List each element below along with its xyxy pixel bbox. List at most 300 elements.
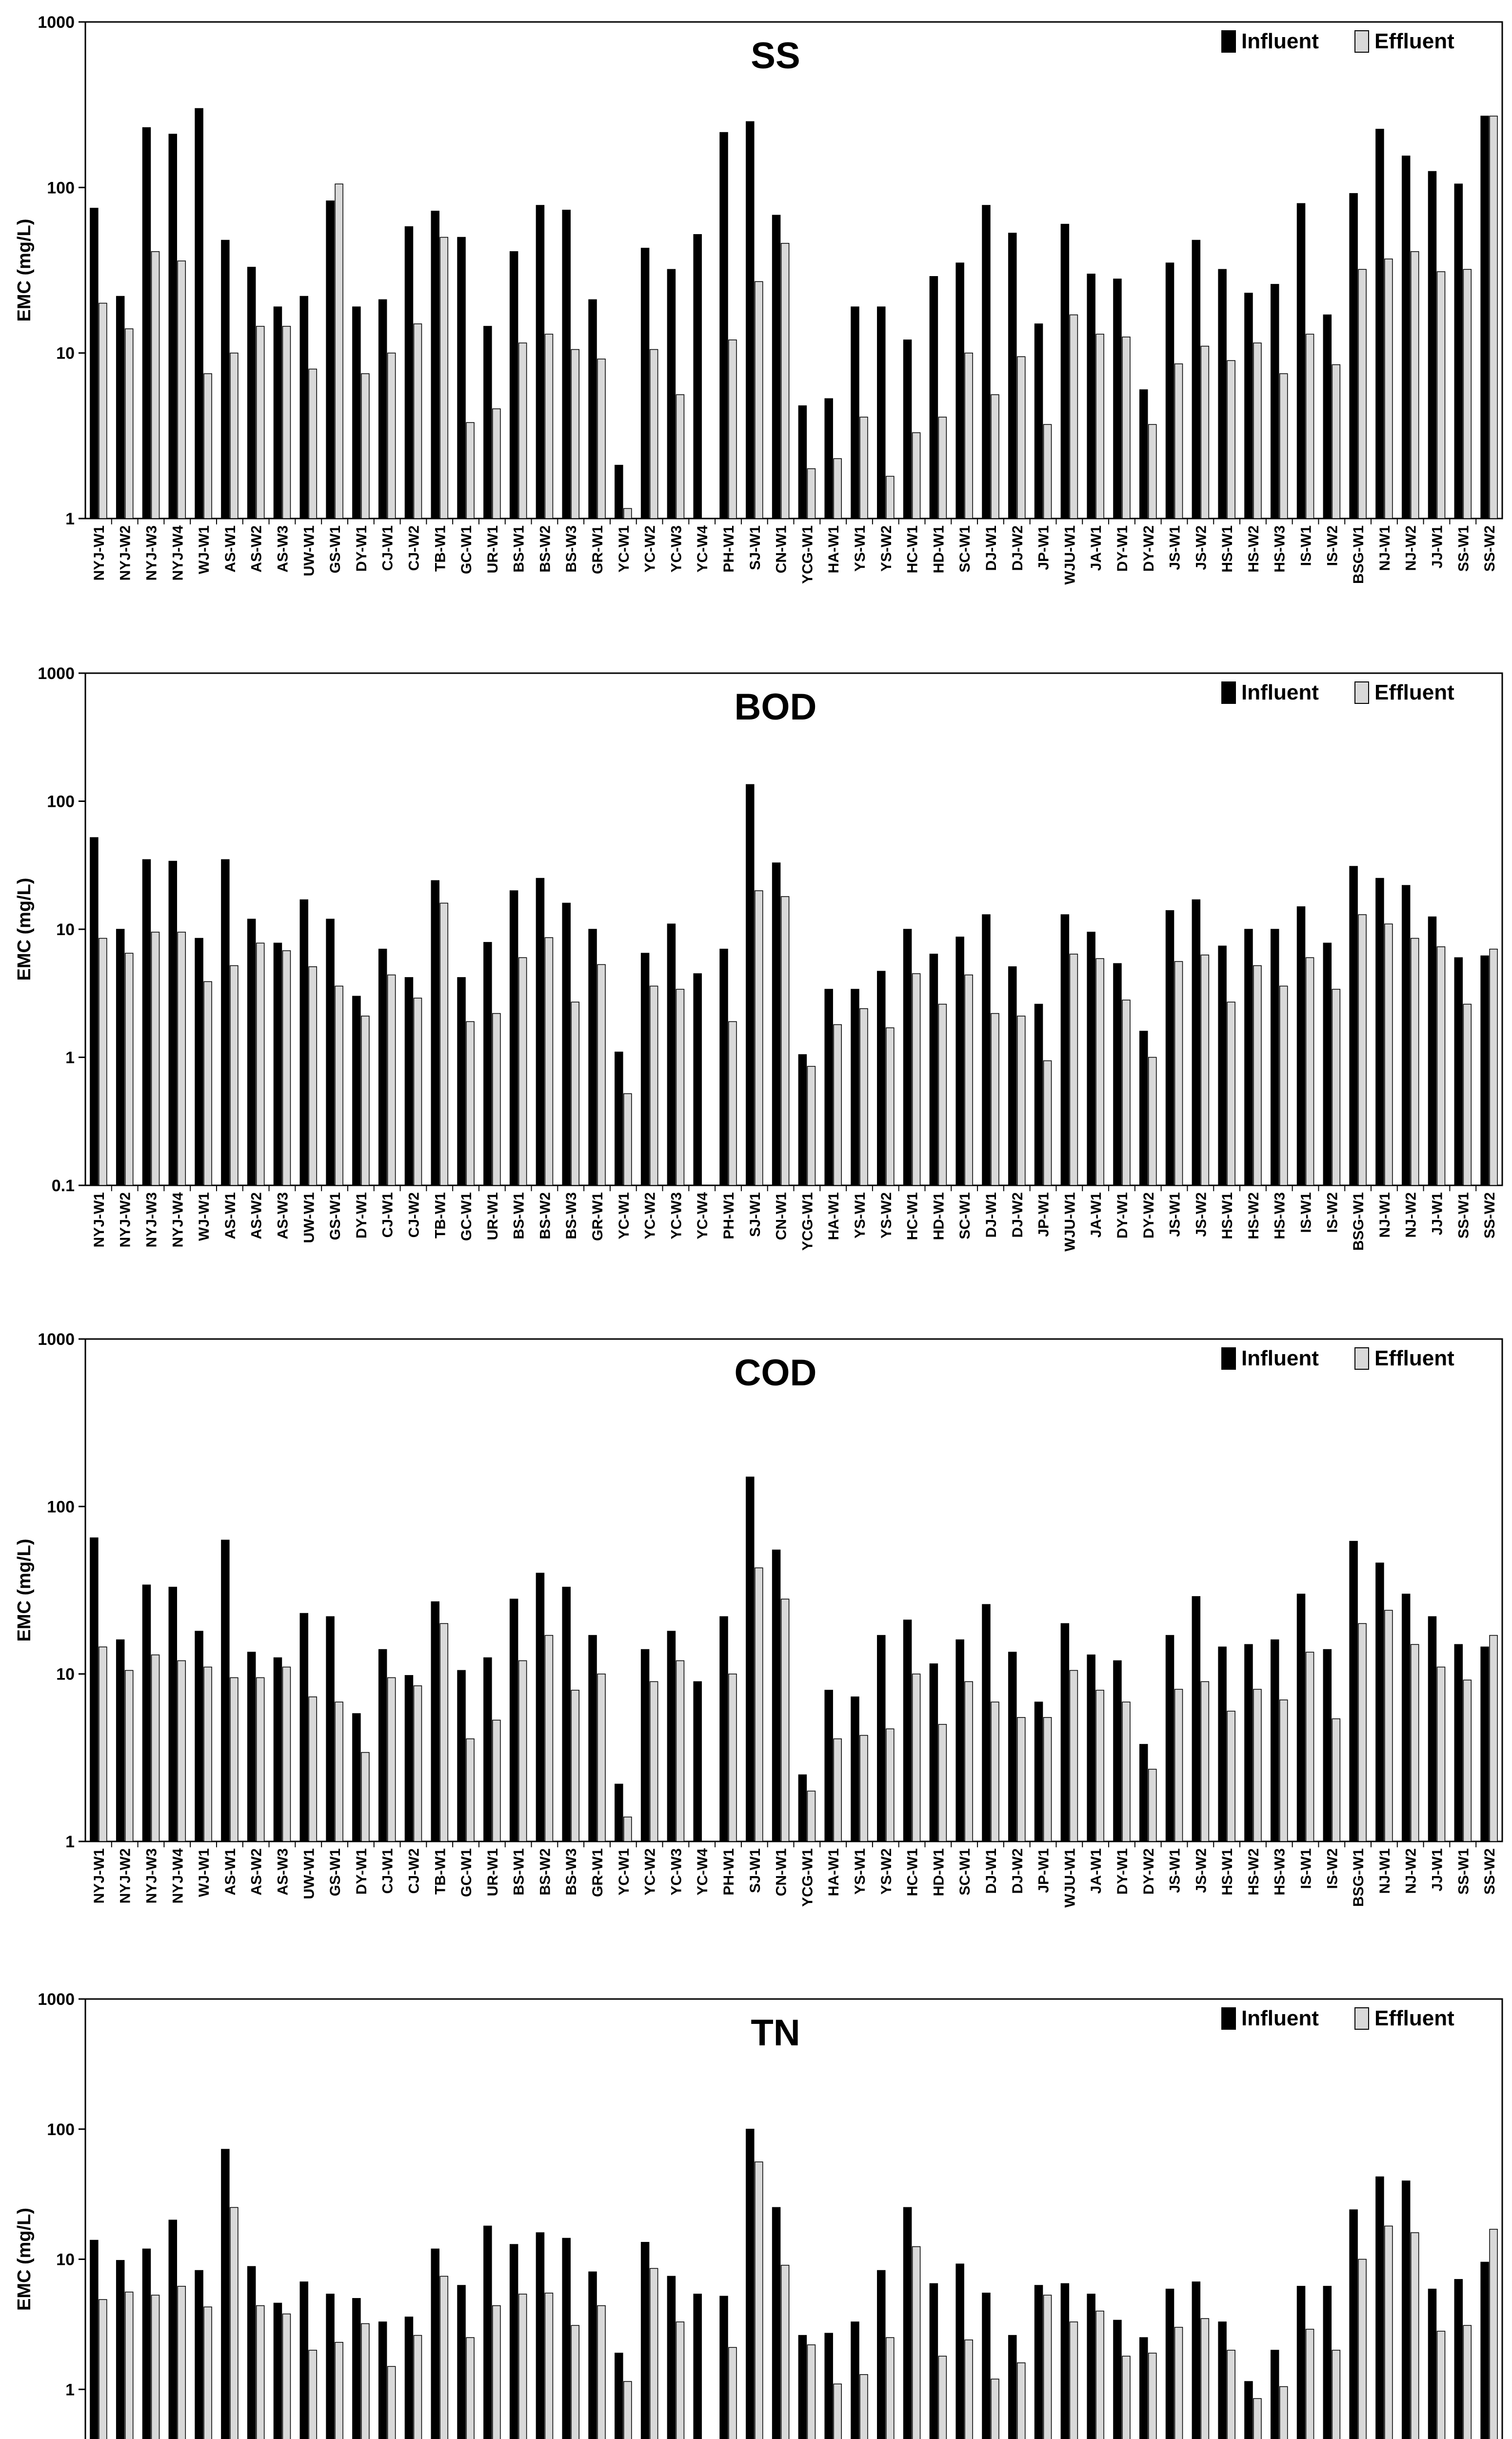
bar-influent [877,1636,885,1841]
bar-effluent [282,2314,290,2439]
x-tick-label: SS-W2 [1482,1192,1498,1239]
x-tick-label: HS-W2 [1245,525,1262,573]
x-tick-label: GR-W1 [590,525,606,574]
bar-effluent [151,932,159,1185]
x-tick-label: DY-W1 [1114,525,1131,572]
bar-effluent [781,2265,789,2439]
x-tick-label: NJ-W2 [1403,525,1419,571]
x-tick-label: IS-W1 [1298,1848,1314,1889]
bar-effluent [1044,1061,1052,1185]
legend-label-influent: Influent [1241,2006,1319,2030]
y-tick-label: 10 [56,920,75,939]
bar-influent [851,1697,859,1841]
x-tick-label: IS-W1 [1298,1192,1314,1233]
bar-influent [458,237,465,519]
bar-influent [221,2149,229,2439]
bar-influent [589,2272,597,2439]
bar-influent [379,949,387,1185]
x-tick-label: SJ-W1 [747,1192,763,1237]
bar-effluent [519,2294,527,2439]
bar-effluent [755,1568,763,1841]
bar-influent [615,1784,623,1841]
bar-effluent [178,261,185,519]
bar-influent [536,2233,544,2439]
x-tick-label: IS-W2 [1324,1848,1341,1889]
bar-influent [746,2129,754,2439]
bar-effluent [1201,346,1209,519]
bar-effluent [860,417,868,519]
bar-influent [746,784,754,1185]
x-tick-label: CJ-W2 [406,525,422,571]
bar-effluent [257,1678,264,1841]
bar-effluent [335,184,343,519]
x-tick-label: DY-W1 [353,525,370,572]
x-tick-label: UW-W1 [301,525,318,577]
bar-effluent [257,2306,264,2439]
bar-effluent [1201,2319,1209,2439]
x-tick-label: SS-W1 [1455,525,1472,572]
bar-influent [930,954,937,1185]
bar-influent [746,1477,754,1841]
x-tick-label: NYJ-W4 [170,525,186,581]
bar-influent [248,1652,256,1841]
x-tick-label: HS-W1 [1219,525,1236,573]
bar-influent [1350,194,1357,519]
bar-influent [1481,2262,1489,2439]
legend-label-effluent: Effluent [1374,680,1454,704]
bar-influent [956,263,964,519]
x-tick-label: CN-W1 [773,1848,790,1897]
bar-effluent [282,951,290,1185]
x-tick-label: NYJ-W2 [117,1848,134,1904]
x-tick-label: YC-W2 [642,525,658,573]
x-tick-label: NYJ-W2 [117,1192,134,1248]
x-tick-label: AS-W1 [222,525,239,573]
bar-effluent [99,939,107,1185]
x-tick-label: TB-W1 [432,1192,449,1239]
bar-effluent [545,2293,553,2439]
bar-influent [1350,2210,1357,2439]
bar-influent [930,1664,937,1841]
bar-influent [169,861,177,1185]
x-tick-label: JP-W1 [1035,1848,1052,1893]
bar-influent [1297,2286,1305,2439]
bar-effluent [991,1702,999,1841]
bar-influent [773,2207,780,2439]
bar-effluent [1280,374,1288,519]
x-tick-label: HC-W1 [904,525,921,574]
x-tick-label: UR-W1 [484,1192,501,1240]
bar-effluent [991,2379,999,2439]
x-tick-label: HS-W3 [1272,525,1288,573]
x-tick-label: PH-W1 [721,525,737,573]
bar-influent [221,240,229,519]
bar-influent [1035,324,1043,519]
bar-influent [142,860,150,1185]
bar-influent [1114,1660,1121,1841]
bar-effluent [545,1636,553,1841]
bar-influent [1429,917,1436,1185]
x-tick-label: DJ-W1 [983,525,999,571]
x-tick-label: BS-W1 [511,525,527,573]
bar-effluent [545,334,553,519]
bar-influent [379,300,387,519]
bar-effluent [1385,924,1393,1185]
bar-influent [300,296,308,519]
x-tick-label: BS-W2 [537,1192,554,1239]
bar-influent [956,2264,964,2439]
x-tick-label: SS-W2 [1482,525,1498,572]
bar-influent [117,296,124,519]
y-tick-label: 1 [65,1048,75,1067]
x-tick-label: SC-W1 [957,1848,974,1896]
bar-influent [1087,274,1095,519]
x-tick-label: NYJ-W3 [143,1192,160,1248]
bar-influent [274,307,281,519]
bar-effluent [493,2306,500,2439]
bar-influent [720,133,728,519]
x-tick-label: SJ-W1 [747,1848,763,1893]
bar-influent [431,211,439,519]
bar-influent [667,269,675,519]
bar-effluent [860,1736,868,1841]
bar-influent [1402,1594,1410,1841]
chart-panel-bod [14,664,1502,1252]
bar-effluent [335,2342,343,2439]
bar-influent [117,1640,124,1841]
bar-effluent [361,374,369,519]
bar-influent [536,879,544,1185]
bar-effluent [755,281,763,519]
bar-influent [90,838,98,1185]
bar-effluent [913,2247,920,2439]
x-tick-label: NYJ-W1 [91,525,107,581]
x-tick-label: JS-W1 [1167,525,1183,570]
x-tick-label: GC-W1 [458,1848,475,1897]
bar-effluent [913,433,920,519]
bar-influent [1323,315,1331,519]
bar-influent [1481,116,1489,519]
bar-influent [1087,1655,1095,1841]
bar-influent [982,915,990,1185]
bar-influent [1218,2322,1226,2439]
bar-effluent [440,2276,448,2439]
bar-effluent [886,2338,894,2439]
bar-effluent [1463,1004,1471,1185]
bar-influent [1271,284,1279,519]
chart-panel-tn [14,1990,1502,2439]
bar-influent [1140,390,1148,519]
x-tick-label: JA-W1 [1088,1192,1105,1238]
x-tick-label: WJU-W1 [1062,525,1078,585]
x-tick-label: JJ-W1 [1429,525,1446,569]
bar-effluent [1227,1002,1235,1185]
bar-influent [195,939,203,1185]
x-tick-label: JP-W1 [1035,1192,1052,1237]
bar-effluent [414,1686,421,1841]
bar-influent [1271,2350,1279,2439]
bar-influent [667,2276,675,2439]
bar-influent [431,2249,439,2439]
bar-effluent [1253,343,1261,519]
bar-effluent [178,932,185,1185]
x-tick-label: BS-W1 [511,1192,527,1239]
bar-influent [1454,2279,1462,2439]
bar-influent [562,903,570,1185]
x-tick-label: SC-W1 [957,525,974,573]
bar-influent [1271,929,1279,1185]
x-tick-label: HD-W1 [931,525,947,574]
bar-effluent [1096,2311,1104,2439]
bar-influent [1035,1004,1043,1185]
bar-influent [195,2270,203,2439]
bar-influent [825,2333,833,2439]
bar-influent [825,989,833,1185]
x-tick-label: DJ-W2 [1009,1192,1026,1238]
bar-influent [1218,1647,1226,1841]
x-tick-label: YCG-W1 [799,1192,816,1251]
legend-label-effluent: Effluent [1374,1346,1454,1370]
x-tick-label: AS-W2 [248,525,265,573]
bar-influent [1402,156,1410,519]
x-tick-label: GS-W1 [327,1192,344,1240]
y-tick-label: 1000 [38,13,75,32]
bar-effluent [650,349,658,519]
bar-influent [1454,184,1462,519]
bar-influent [510,891,518,1185]
bar-effluent [860,2375,868,2439]
x-tick-label: SS-W1 [1455,1848,1472,1895]
bar-effluent [230,2207,238,2439]
x-tick-label: BS-W3 [563,525,580,573]
x-tick-label: YS-W2 [878,1192,895,1239]
bar-influent [1376,2177,1384,2439]
bar-effluent [309,369,317,519]
x-tick-label: SC-W1 [957,1192,974,1239]
x-tick-label: CJ-W1 [379,1848,396,1894]
bar-effluent [1201,955,1209,1185]
bar-effluent [125,329,133,519]
bar-effluent [1385,1610,1393,1841]
bar-effluent [1227,1711,1235,1841]
y-tick-label: 100 [47,792,75,811]
bar-influent [248,267,256,519]
bar-influent [825,399,833,519]
bar-influent [1140,1744,1148,1841]
bar-effluent [1280,2387,1288,2439]
bar-effluent [834,2384,841,2439]
x-tick-label: DJ-W1 [983,1848,999,1894]
x-tick-label: HS-W3 [1272,1192,1288,1239]
bar-influent [1454,1644,1462,1841]
bar-influent [851,2322,859,2439]
bar-influent [773,215,780,519]
x-tick-label: YC-W3 [668,1192,685,1239]
bar-effluent [1070,1670,1077,1841]
bar-effluent [834,1024,841,1185]
bar-effluent [204,981,212,1185]
legend-swatch-influent [1222,2008,1235,2029]
bar-influent [510,2244,518,2439]
bar-influent [274,943,281,1185]
bar-influent [510,1599,518,1841]
bar-effluent [1385,2226,1393,2439]
bar-effluent [624,1817,632,1841]
bar-effluent [519,958,527,1185]
x-tick-label: HS-W1 [1219,1192,1236,1239]
x-tick-label: JS-W1 [1167,1192,1183,1237]
bar-effluent [388,975,396,1185]
x-tick-label: YC-W4 [695,1192,711,1239]
bar-influent [1087,932,1095,1185]
bar-influent [1166,2289,1174,2439]
bar-influent [405,227,413,519]
bar-influent [1429,171,1436,519]
x-tick-label: YS-W1 [852,1848,868,1895]
x-tick-label: BS-W3 [563,1192,580,1239]
bar-influent [1402,885,1410,1185]
bar-influent [1061,915,1069,1185]
bar-effluent [1306,958,1314,1185]
x-tick-label: IS-W2 [1324,1192,1341,1233]
x-tick-label: JS-W2 [1193,1192,1210,1237]
bar-effluent [1332,989,1340,1185]
bar-effluent [361,1016,369,1185]
bar-influent [589,300,597,519]
bar-effluent [571,2325,579,2439]
bar-influent [877,2270,885,2439]
x-tick-label: PH-W1 [721,1848,737,1896]
x-tick-label: TB-W1 [432,525,449,572]
y-tick-label: 100 [47,2120,75,2139]
bar-effluent [125,2292,133,2439]
bar-influent [773,1550,780,1841]
x-tick-label: YS-W2 [878,525,895,572]
x-tick-label: CJ-W1 [379,525,396,571]
bar-influent [484,2226,492,2439]
bar-effluent [519,1660,527,1841]
bar-influent [562,210,570,519]
bar-influent [117,2260,124,2439]
bar-effluent [729,1021,736,1185]
bar-influent [982,2293,990,2439]
bar-influent [562,2238,570,2439]
chart-title: SS [751,35,800,77]
bar-influent [667,924,675,1185]
bar-influent [1323,1649,1331,1841]
bar-influent [458,1670,465,1841]
x-tick-label: BS-W2 [537,1848,554,1896]
bar-influent [1481,1647,1489,1841]
bar-effluent [597,359,605,519]
bar-influent [90,208,98,519]
bar-effluent [834,459,841,519]
chart-title: TN [751,2012,800,2054]
y-tick-label: 1000 [38,1330,75,1349]
bar-effluent [1490,1636,1497,1841]
bar-effluent [1253,1689,1261,1841]
bar-influent [353,996,360,1185]
x-tick-label: JP-W1 [1035,525,1052,570]
bar-influent [1087,2294,1095,2439]
bar-influent [1429,2289,1436,2439]
bar-effluent [204,1667,212,1841]
bar-effluent [257,943,264,1185]
bar-influent [326,201,334,519]
x-tick-label: IS-W1 [1298,525,1314,566]
x-tick-label: DY-W2 [1140,525,1157,572]
x-tick-label: NJ-W1 [1376,525,1393,571]
bar-effluent [886,476,894,519]
bar-effluent [230,353,238,519]
legend-swatch-effluent [1355,2008,1369,2029]
bar-influent [851,307,859,519]
x-tick-label: AS-W1 [222,1848,239,1896]
bar-effluent [178,2286,185,2439]
bar-influent [746,121,754,519]
x-tick-label: SJ-W1 [747,525,763,570]
bar-influent [1297,1594,1305,1841]
bar-influent [326,2294,334,2439]
bar-influent [798,1775,806,1841]
x-tick-label: UR-W1 [484,525,501,574]
x-tick-label: YS-W1 [852,1192,868,1239]
x-tick-label: DJ-W1 [983,1192,999,1238]
bar-influent [1009,1652,1016,1841]
bar-effluent [1122,337,1130,519]
bar-effluent [1253,966,1261,1185]
bar-influent [1271,1640,1279,1841]
x-tick-label: CJ-W2 [406,1192,422,1238]
bar-effluent [230,966,238,1185]
bar-effluent [1017,1016,1025,1185]
y-tick-label: 100 [47,179,75,198]
x-tick-label: HA-W1 [826,525,842,574]
bar-effluent [99,1647,107,1841]
x-tick-label: DY-W1 [1114,1192,1131,1239]
bar-effluent [597,964,605,1185]
bar-influent [300,900,308,1185]
x-tick-label: JJ-W1 [1429,1192,1446,1236]
bar-effluent [938,1004,946,1185]
x-tick-label: DY-W1 [353,1848,370,1895]
bar-influent [1350,1541,1357,1841]
x-tick-label: YC-W1 [616,1192,632,1239]
bar-effluent [1490,949,1497,1185]
bar-effluent [1280,1700,1288,1841]
bar-effluent [414,324,421,519]
chart-panel-cod [14,1330,1502,1908]
bar-influent [326,919,334,1185]
bar-effluent [1306,334,1314,519]
x-tick-label: HS-W2 [1245,1848,1262,1896]
bar-effluent [571,349,579,519]
x-tick-label: AS-W3 [275,1848,291,1896]
bar-influent [353,307,360,519]
x-tick-label: YS-W1 [852,525,868,572]
bar-effluent [1411,939,1419,1185]
bar-influent [458,978,465,1185]
y-axis-label: EMC (mg/L) [14,2207,35,2311]
bar-influent [956,937,964,1185]
bar-influent [694,974,701,1185]
x-tick-label: NYJ-W2 [117,525,134,581]
bar-influent [1166,1636,1174,1841]
x-tick-label: DY-W1 [1114,1848,1131,1895]
x-tick-label: BSG-W1 [1351,1192,1367,1251]
y-tick-label: 10 [56,2250,75,2269]
x-tick-label: HS-W2 [1245,1192,1262,1239]
